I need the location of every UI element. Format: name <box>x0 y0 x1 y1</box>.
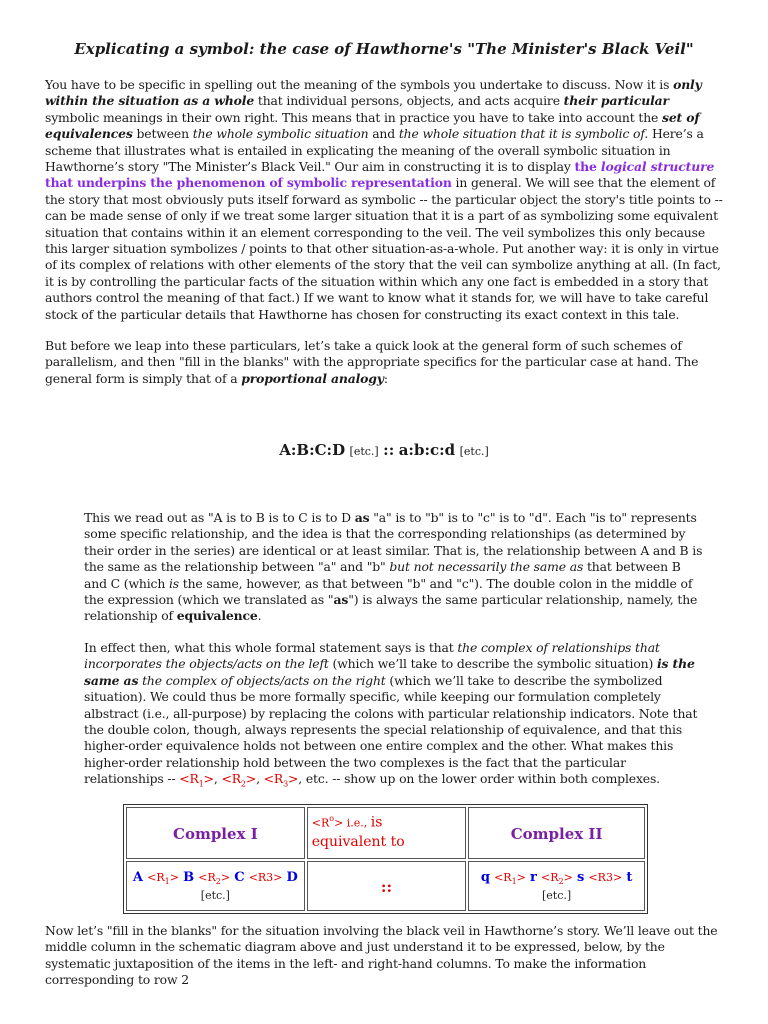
term-a: A <box>132 870 143 886</box>
highlight-text: the <box>574 159 601 175</box>
equivalence-cell <box>307 861 466 911</box>
text-run: (which we’ll take to describe the symbolic situation) <box>328 656 657 672</box>
etc-label: [etc.] <box>200 888 230 902</box>
text-run: > <box>245 771 257 787</box>
emphasis-text: is the same as <box>84 656 695 688</box>
text-run: > <box>169 871 179 885</box>
term-c: C <box>234 870 245 886</box>
subscript: 1 <box>198 779 204 789</box>
relation-r2 <box>221 771 257 789</box>
fill-in-paragraph: Now let’s "fill in the blanks" for the situation involving the black veil in Hawthorne’s story. We’ll leave out the middle column in the schematic diagram above and just understand it to be expressed, below, by the systematic juxtaposition of the items in the left- and right-hand columns. To make the information corresponding to row 2 <box>45 923 718 988</box>
emphasis-text: only within the situation as a whole <box>45 77 702 109</box>
double-colon: :: <box>380 877 392 896</box>
subscript: 2 <box>215 877 221 887</box>
formula-right: a:b:c:d <box>398 441 456 459</box>
term-d: D <box>286 870 298 886</box>
text-run: In effect then, what this whole formal statement says is that <box>84 640 458 655</box>
text-run: <R <box>198 871 216 885</box>
text-run: > <box>220 871 231 885</box>
text-run: : <box>383 370 388 386</box>
intro-paragraph <box>45 77 723 323</box>
document-title: Explicating a symbol: the case of Hawthorne's "The Minister's Black Veil" <box>74 40 694 58</box>
term-s: s <box>576 870 585 886</box>
table-row <box>126 807 645 859</box>
emphasis-text: set of equivalences <box>45 109 700 142</box>
bold-text: as <box>333 592 349 608</box>
header-label: Complex I <box>173 824 258 843</box>
italic-text: but not necessarily the same as <box>389 559 584 575</box>
text-run: , <box>256 771 264 787</box>
text-run: You have to be specific in spelling out the meaning of the symbols you undertake to discuss. Now it is <box>45 77 674 92</box>
text-run: . <box>257 608 262 624</box>
term-b: B <box>183 870 195 886</box>
text-run: <R <box>541 871 559 885</box>
text-run: , etc. -- show up on the lower order within both complexes. <box>298 771 660 787</box>
text-run: > <box>288 771 299 787</box>
complex-ii-cell <box>468 861 645 911</box>
text-run: ") is always the same particular relationship, namely, the relationship of <box>84 592 698 624</box>
bold-text: as <box>354 510 370 525</box>
relation-r2 <box>541 871 573 887</box>
relation-r1 <box>494 871 526 887</box>
text-run: , <box>213 771 222 787</box>
complex-table <box>123 804 648 914</box>
text-run: in general. We will see that the element of the story that most obviously puts itself forward as symbolic -- the particular object the story's title points to -- can be made sense of only if we treat some larger situation that it is a part of as symbolizing some equivalent situation that contains within it an element corresponding to the veil. The veil symbolizes this only because this larger situation symbolizes / points to that other situation-as-a-whole. Put another way: it is only in virtue of its complex of relations with other elements of the story that the veil can symbolize anything at all. (In fact, it is by controlling the particular facts of the situation within which any one fact is embedded in a story that authors control the meaning of that fact.) If we want to know what it stands for, we will have to take careful stock of the particular details that Hawthorne has chosen for constructing its exact context in this tale. <box>45 175 723 322</box>
subscript: 1 <box>511 877 517 887</box>
subscript: 1 <box>164 877 170 887</box>
relation-r3: <R3> <box>588 871 623 885</box>
complex-ii-header <box>468 807 645 859</box>
text-run: > <box>203 771 214 787</box>
italic-text: the complex of relationships that incorporates the objects/acts on the left <box>84 640 660 672</box>
text-run: This we read out as "A is to B is to C is to D <box>84 510 355 525</box>
text-run: > <box>516 871 526 885</box>
effect-paragraph <box>84 640 704 793</box>
italic-text: the whole symbolic situation <box>192 126 369 142</box>
header-label: Complex II <box>510 824 603 843</box>
equivalence-header <box>307 807 466 859</box>
equivalence-text: is equivalent to <box>311 814 405 850</box>
term-q: q <box>480 870 490 886</box>
formula-separator: :: <box>383 441 395 459</box>
reading-paragraph <box>84 510 704 625</box>
bold-text: equivalence <box>176 608 258 624</box>
term-t: t <box>626 870 633 886</box>
complex-i-header <box>126 807 305 859</box>
text-run: But before we leap into these particulars, let’s take a quick look at the general form of such schemes of parallelism, and then "fill in the blanks" with the appropriate specifics for the particular case at hand. The general form is simply that of a <box>45 338 699 386</box>
term-r: r <box>530 870 537 886</box>
text-run: and <box>368 126 399 142</box>
text-run: > <box>563 871 573 885</box>
formula-etc: [etc.] <box>459 445 489 458</box>
relation-r1 <box>179 771 214 789</box>
subscript: 2 <box>558 877 564 887</box>
superscript: o <box>329 814 335 823</box>
text-run: symbolic meanings in their own right. This means that in practice you have to take into account the <box>45 109 662 125</box>
relation-label: > i.e., <box>334 816 371 830</box>
emphasis-text: proportional analogy <box>241 370 384 386</box>
subscript: 3 <box>283 779 289 789</box>
italic-text: is <box>168 575 179 591</box>
relation-r3 <box>263 771 299 789</box>
highlight-text: that underpins the phenomenon of symbolic representation <box>45 175 452 191</box>
text-run: the same, however, as that between "b" and "c"). The double colon in the middle of the expression (which we translated as " <box>84 575 693 608</box>
text-run: between <box>132 126 193 142</box>
emphasis-text: their particular <box>563 93 669 109</box>
text-run: <R <box>263 771 284 787</box>
italic-text: the whole situation that it is symbolic of. <box>398 126 649 142</box>
text-run: <R <box>221 771 241 787</box>
text-run: (which we’ll take to describe the symbolized situation). We could thus be more formally specific, while keeping our formulation completely albstract (i.e., all-purpose) by replacing the colons with particular relationship indicators. Note that the double colon, though, always represents the special relationship of equivalence, and that this higher-order equivalence holds not between one entire complex and the other. What makes this higher-order relationship hold between the two complexes is the fact that the particular relationships -- <box>84 672 698 787</box>
formula-etc: [etc.] <box>349 445 379 458</box>
text-run: <R <box>179 771 199 787</box>
table-row <box>126 861 645 911</box>
text-run: that between B and C (which <box>84 559 681 591</box>
analogy-formula <box>0 441 768 459</box>
text-run: <R <box>494 871 512 885</box>
general-form-paragraph <box>45 338 715 387</box>
text-run: Here’s a scheme that illustrates what is entailed in explicating the meaning of the overall symbolic situation in Hawthorne’s story "The Minister’s Black Veil." Our aim in constructing it is to display <box>45 126 704 175</box>
italic-text: the complex of objects/acts on the right <box>142 672 386 688</box>
text-run: that individual persons, objects, and acts acquire <box>254 93 564 109</box>
highlight-italic-text: logical structure <box>600 159 715 175</box>
complex-i-cell <box>126 861 305 911</box>
subscript: 2 <box>240 779 246 789</box>
text-run: "a" is to "b" is to "c" is to "d". Each "is to" represents some specific relationship, and the idea is that the corresponding relationships (as determined by their order in the series) are identical or at least similar. That is, the relationship between A and B is the same as the relationship between "a" and "b" <box>84 510 703 575</box>
relation-r2 <box>198 871 231 887</box>
formula-left: A:B:C:D <box>279 441 346 459</box>
relation-label: <R <box>311 816 330 830</box>
text-run: <R <box>147 871 165 885</box>
relation-r3: <R3> <box>248 871 283 885</box>
etc-label: [etc.] <box>542 888 572 902</box>
relation-r1 <box>147 871 179 887</box>
